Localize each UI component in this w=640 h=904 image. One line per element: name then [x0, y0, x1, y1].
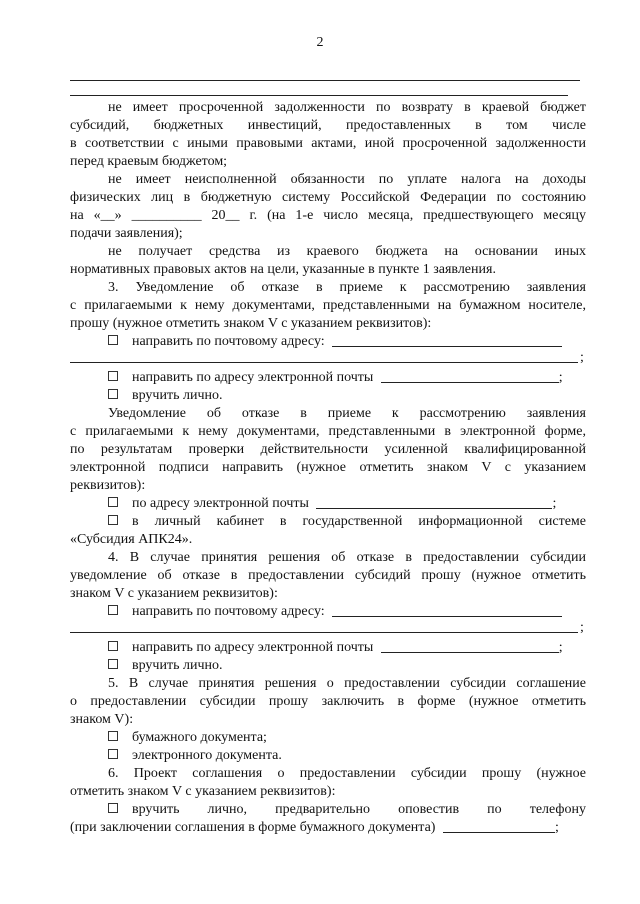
- checkbox[interactable]: [108, 335, 118, 345]
- text-line: субсидий, бюджетных инвестиций, предоставленных в том числе: [70, 118, 586, 133]
- text-line: уведомление об отказе в предоставлении субсидий прошу (нужное отметить: [70, 568, 586, 583]
- text-line: отметить знаком V с указанием реквизитов):: [70, 784, 336, 799]
- header-rule-2: [70, 95, 568, 96]
- checkbox-option-email-2[interactable]: по адресу электронной почты ;: [108, 495, 624, 513]
- checkbox-option-postal-2[interactable]: направить по почтовому адресу:: [108, 603, 624, 621]
- checkbox-option-in-person-2[interactable]: вручить лично.: [108, 657, 624, 675]
- text-line: знаком V):: [70, 712, 134, 727]
- postal-address-field[interactable]: [332, 333, 562, 347]
- checkbox-option-postal[interactable]: направить по почтовому адресу:: [108, 333, 624, 351]
- checkbox[interactable]: [108, 659, 118, 669]
- text-line: «Субсидия АПК24».: [70, 532, 193, 547]
- text-line: в соответствии с иными правовыми актами, иной просроченной задолженности: [70, 136, 586, 151]
- section-5-heading: 5. В случае принятия решения о предоставлении субсидии соглашение: [108, 676, 586, 691]
- text-line: не имеет неисполненной обязанности по уплате налога на доходы: [108, 172, 586, 187]
- email-field[interactable]: [316, 495, 552, 509]
- email-field[interactable]: [381, 639, 559, 653]
- text-line: знаком V с указанием реквизитов):: [70, 586, 278, 601]
- page-number: 2: [316, 35, 324, 50]
- checkbox-option-email[interactable]: направить по адресу электронной почты ;: [108, 369, 624, 387]
- text-line: (при заключении соглашения в форме бумажного документа) ;: [70, 820, 559, 835]
- email-field[interactable]: [381, 369, 559, 383]
- section-4-heading: 4. В случае принятия решения об отказе в предоставлении субсидии: [108, 550, 586, 565]
- phone-field[interactable]: [443, 819, 555, 833]
- checkbox-option-hand-deliver[interactable]: вручить лично, предварительно оповестив по телефону: [108, 801, 586, 819]
- text-line: Уведомление об отказе в приеме к рассмотрению заявления: [108, 406, 586, 421]
- text-line: подачи заявления);: [70, 226, 183, 241]
- postal-address-field[interactable]: [332, 603, 562, 617]
- checkbox[interactable]: [108, 497, 118, 507]
- checkbox[interactable]: [108, 389, 118, 399]
- text-line: о предоставлении субсидии прошу заключить в форме (нужное отметить: [70, 694, 586, 709]
- checkbox[interactable]: [108, 731, 118, 741]
- text-line: перед краевым бюджетом;: [70, 154, 228, 169]
- header-rule: [70, 80, 580, 81]
- section-6-heading: 6. Проект соглашения о предоставлении субсидии прошу (нужное: [108, 766, 586, 781]
- text-line: с прилагаемыми к нему документами, представленными на бумажном носителе,: [70, 298, 586, 313]
- postal-address-field-line2[interactable]: [70, 362, 578, 363]
- checkbox-option-cabinet[interactable]: в личный кабинет в государственной информационной системе: [108, 513, 586, 531]
- checkbox[interactable]: [108, 605, 118, 615]
- text-line: физических лиц в бюджетную систему Российской Федерации по состоянию: [70, 190, 586, 205]
- text-line: с прилагаемыми к нему документами, представленными в электронной форме,: [70, 424, 586, 439]
- checkbox[interactable]: [108, 749, 118, 759]
- checkbox-option-electronic[interactable]: электронного документа.: [108, 747, 624, 765]
- postal-address-field-line2[interactable]: [70, 632, 578, 633]
- text-line: нормативных правовых актов на цели, указанные в пункте 1 заявления.: [70, 262, 496, 277]
- checkbox[interactable]: [108, 371, 118, 381]
- checkbox[interactable]: [108, 641, 118, 651]
- text-line: по результатам проверки действительности усиленной квалифицированной: [70, 442, 586, 457]
- section-3-heading: 3. Уведомление об отказе в приеме к рассмотрению заявления: [108, 280, 586, 295]
- text-line: на «__» __________ 20__ г. (на 1-е число месяца, предшествующего месяцу: [70, 208, 586, 223]
- checkbox-option-in-person[interactable]: вручить лично.: [108, 387, 624, 405]
- text-semicolon: ;: [580, 620, 584, 635]
- text-line: реквизитов):: [70, 478, 146, 493]
- text-semicolon: ;: [580, 350, 584, 365]
- text-line: прошу (нужное отметить знаком V с указанием реквизитов):: [70, 316, 432, 331]
- text-line: не имеет просроченной задолженности по возврату в краевой бюджет: [108, 100, 586, 115]
- checkbox-option-paper[interactable]: бумажного документа;: [108, 729, 624, 747]
- checkbox-option-email-3[interactable]: направить по адресу электронной почты ;: [108, 639, 624, 657]
- checkbox[interactable]: [108, 803, 118, 813]
- text-line: электронной подписи направить (нужное отметить знаком V с указанием: [70, 460, 586, 475]
- text-line: не получает средства из краевого бюджета на основании иных: [108, 244, 586, 259]
- checkbox[interactable]: [108, 515, 118, 525]
